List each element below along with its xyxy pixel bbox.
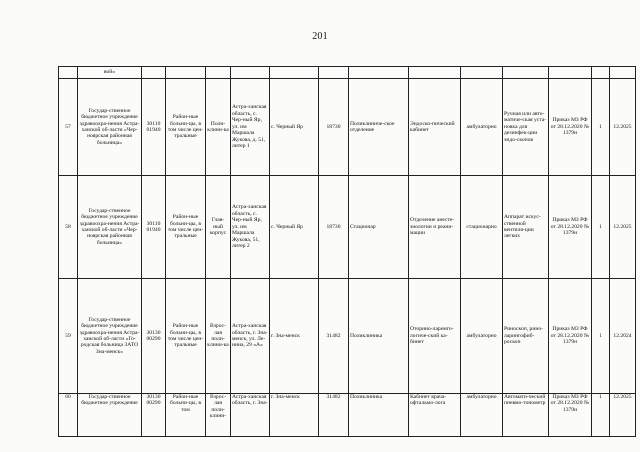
cell-address — [231, 67, 270, 79]
cell-organization: Государ-ственное бюджетное учреждение здравоохра-нения Астра-ханской об-ласти «Чер-ноярская районная больница» — [78, 79, 142, 176]
cell-locality — [270, 67, 319, 79]
cell-type — [166, 67, 206, 79]
cell-code: 30130 00290 — [142, 279, 166, 394]
cell-date: 12.2025 — [610, 394, 636, 437]
cell-oktmo — [319, 67, 349, 79]
cell-date: 12.2025 — [610, 79, 636, 176]
cell-quantity: 1 — [592, 394, 610, 437]
cell-care-mode — [461, 67, 503, 79]
cell-number: 57 — [59, 79, 78, 176]
cell-locality: г. Зна-менск — [270, 394, 319, 437]
cell-address: Астра-ханская область, с. Чер-ный Яр, ул. им Маршала Жукова, 51, литер 2 — [231, 176, 270, 279]
cell-oktmo: 18730 — [319, 176, 349, 279]
cell-address: Астра-ханская область, г. Зна- — [231, 394, 270, 437]
cell-subdivision: Поли-клини-ка — [206, 79, 231, 176]
cell-organization: Государ-ственное бюджетное учреждение здравоохра-нения Астра-ханской об-ласти «Чер-ноярская районная больница» — [78, 176, 142, 279]
cell-oktmo: 31482 — [319, 279, 349, 394]
cell-code — [142, 67, 166, 79]
table-row — [59, 79, 636, 176]
table-row-continuation — [59, 67, 636, 79]
cell-quantity: 1 — [592, 79, 610, 176]
cell-type: Район-ные больни-цы, в том числе цен-тральные — [166, 79, 206, 176]
table-row — [59, 279, 636, 394]
cell-type: Район-ные больни-цы, в том числе цен-тральные — [166, 176, 206, 279]
cell-number — [59, 67, 78, 79]
cell-date: 12.2025 — [610, 176, 636, 279]
cell-oktmo: 31482 — [319, 394, 349, 437]
cell-locality: с. Черный Яр — [270, 79, 319, 176]
cell-subdivision — [206, 67, 231, 79]
cell-number: 59 — [59, 279, 78, 394]
cell-date: 12.2024 — [610, 279, 636, 394]
cell-address: Астра-ханская область, г. Зна-менск, ул. Ле-нина, 29 «А» — [231, 279, 270, 394]
cell-order: Приказ МЗ РФ от 28.12.2020 № 1379н — [549, 279, 592, 394]
cell-order: Приказ МЗ РФ от 28.12.2020 № 1379н — [549, 394, 592, 437]
cell-order: Приказ МЗ РФ от 28.12.2020 № 1379н — [549, 79, 592, 176]
cell-care-mode: стационарно — [461, 176, 503, 279]
cell-care-mode: амбулаторно — [461, 394, 503, 437]
table-row — [59, 394, 636, 437]
cell-equipment: Риноскоп, рино-ларингофиб-роскоп — [503, 279, 549, 394]
cell-room: Кабинет врача-офтальмо-лога — [409, 394, 461, 437]
cell-equipment: Аппарат искус-ственной вентиля-ции легких — [503, 176, 549, 279]
cell-code: 30110 01940 — [142, 79, 166, 176]
cell-type: Район-ные больни-цы, в том числе цен-тральные — [166, 279, 206, 394]
cell-order: Приказ МЗ РФ от 28.12.2020 № 1379н — [549, 176, 592, 279]
cell-locality: с. Черный Яр — [270, 176, 319, 279]
cell-number: 60 — [59, 394, 78, 437]
cell-subdivision: Глав-ный корпус — [206, 176, 231, 279]
cell-department — [349, 67, 409, 79]
cell-subdivision: Взрос-лая поли-клини- — [206, 394, 231, 437]
cell-care-mode: амбулаторно — [461, 279, 503, 394]
cell-organization: вой» — [78, 67, 142, 79]
cell-room: Отделение анесте-зиологии и реани-мации — [409, 176, 461, 279]
table-row — [59, 176, 636, 279]
page-number: 201 — [312, 31, 328, 42]
cell-subdivision: Взрос-лая поли-клини-ка — [206, 279, 231, 394]
cell-quantity — [592, 67, 610, 79]
cell-code: 30110 01940 — [142, 176, 166, 279]
cell-date — [610, 67, 636, 79]
cell-quantity: 1 — [592, 176, 610, 279]
cell-room: Оторино-ларинго-логиче-ский ка-бинет — [409, 279, 461, 394]
cell-department: Поликлиника — [349, 279, 409, 394]
cell-department: Стационар — [349, 176, 409, 279]
cell-address: Астра-ханская область, с. Чер-ный Яр, ул. им Маршала Жукова, д. 51, литер 1 — [231, 79, 270, 176]
cell-number: 58 — [59, 176, 78, 279]
table-body — [59, 67, 636, 437]
cell-equipment: Автомати-ческий пневмо-тонометр — [503, 394, 549, 437]
cell-type: Район-ные больни-цы, в том — [166, 394, 206, 437]
cell-locality: г. Зна-менск — [270, 279, 319, 394]
equipment-register-table — [58, 66, 636, 437]
cell-care-mode: амбулаторно — [461, 79, 503, 176]
cell-quantity: 1 — [592, 279, 610, 394]
cell-organization: Государ-ственное бюджетное учреждение здравоохра-нения Астра-ханской об-ласти «Го-родская больница ЗАТО Зна-менск» — [78, 279, 142, 394]
cell-equipment — [503, 67, 549, 79]
cell-code: 30130 00290 — [142, 394, 166, 437]
cell-order — [549, 67, 592, 79]
cell-department: Поликлиника — [349, 394, 409, 437]
cell-oktmo: 18730 — [319, 79, 349, 176]
cell-equipment: Ручная или авто-матиче-ская уста-новка для дезинфек-ции эндо-скопов — [503, 79, 549, 176]
cell-room: Эндоско-пический кабинет — [409, 79, 461, 176]
cell-organization: Государ-ственное бюджетное учреждение — [78, 394, 142, 437]
cell-department: Поликлиниче-ское отделение — [349, 79, 409, 176]
cell-room — [409, 67, 461, 79]
